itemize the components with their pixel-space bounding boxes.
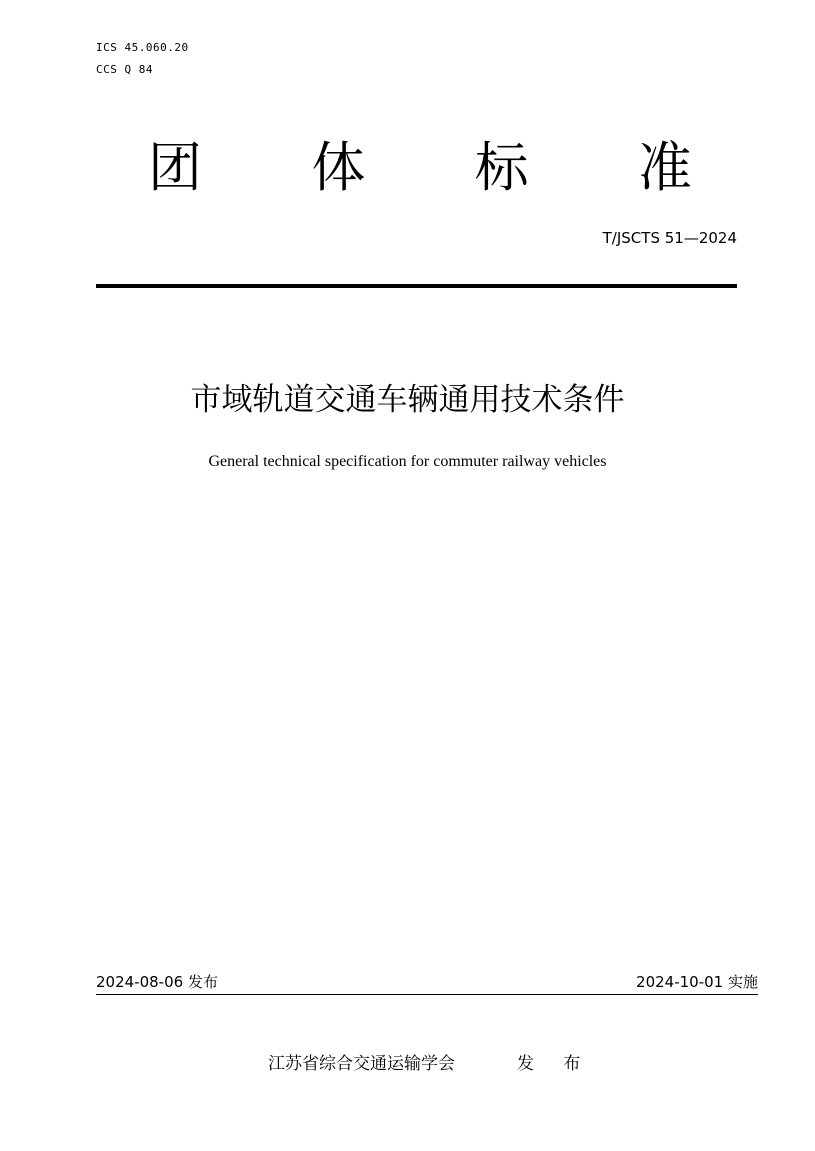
standard-type-char-4: 准: [637, 136, 692, 199]
implementation-date: 2024-10-01 实施: [636, 973, 758, 991]
publisher-name: 江苏省综合交通运输学会: [268, 1054, 455, 1074]
standard-type-char-1: 团: [148, 136, 202, 199]
standard-type-title: [148, 134, 692, 202]
ccs-code: CCS Q 84: [96, 63, 153, 76]
standard-type-char-3: 标: [474, 136, 529, 199]
issue-date: 2024-08-06 发布: [96, 973, 218, 991]
standard-number: T/JSCTS 51—2024: [602, 229, 737, 247]
top-divider: [96, 284, 737, 288]
publish-label: 发 布: [517, 1054, 593, 1074]
document-title-en: General technical specification for commuter railway vehicles: [208, 453, 607, 470]
standard-type-char-2: 体: [311, 136, 366, 199]
document-title-cn: 市域轨道交通车辆通用技术条件: [190, 382, 625, 418]
bottom-divider: [96, 994, 758, 995]
ics-code: ICS 45.060.20: [96, 41, 189, 54]
